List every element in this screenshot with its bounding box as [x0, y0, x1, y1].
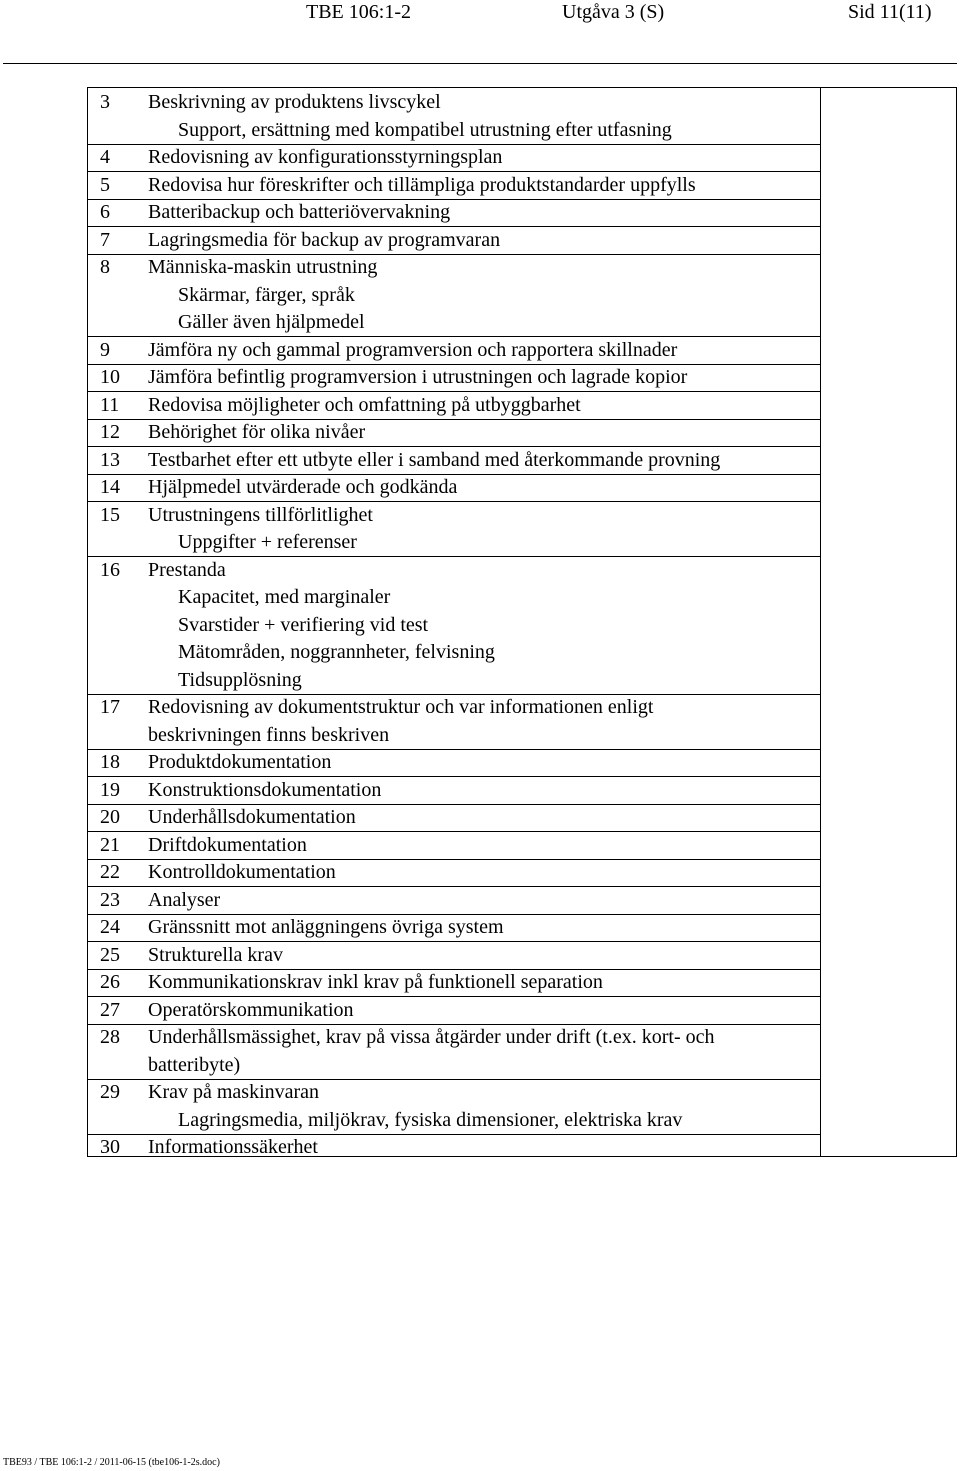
requirement-text: Konstruktionsdokumentation: [148, 778, 382, 801]
table-row: [88, 887, 820, 915]
table-row: [88, 1024, 820, 1079]
row-number: 14: [100, 476, 120, 498]
row-description: [148, 144, 820, 172]
table-row-divider: [88, 1024, 821, 1025]
table-row: [88, 254, 820, 337]
requirement-text: Redovisning av konfigurationsstyrningsplan: [148, 146, 503, 168]
row-number: 27: [100, 998, 120, 1021]
requirement-text: Batteribackup och batteriövervakning: [148, 201, 451, 223]
table-row: [88, 337, 820, 365]
row-number: 19: [100, 778, 120, 801]
table-row: [88, 392, 820, 420]
requirement-subtext: Tidsupplösning: [178, 668, 302, 691]
row-number: 3: [100, 91, 110, 113]
row-number: 4: [100, 146, 110, 168]
requirement-text: Lagringsmedia för backup av programvaran: [148, 228, 501, 251]
requirement-text: Människa-maskin utrustning: [148, 256, 378, 278]
table-row-divider: [88, 446, 821, 447]
row-number: 30: [100, 1136, 120, 1158]
row-description: [148, 832, 820, 860]
table-row: [88, 199, 820, 227]
requirement-text: Gränssnitt mot anläggningens övriga system: [148, 916, 504, 938]
row-number: 16: [100, 558, 120, 581]
table-row: [88, 969, 820, 997]
table-row-divider: [88, 749, 821, 750]
table-row-divider: [88, 199, 821, 200]
requirement-subtext: Gäller även hjälpmedel: [178, 311, 365, 333]
table-row-divider: [88, 254, 821, 255]
row-number: 18: [100, 751, 120, 773]
row-description: [148, 227, 820, 255]
requirement-text: Underhållsdokumentation: [148, 806, 356, 828]
requirement-text: Testbarhet efter ett utbyte eller i samband med återkommande provning: [148, 448, 721, 471]
row-description: [148, 254, 820, 337]
table-row: [88, 144, 820, 172]
table-row-divider: [88, 996, 821, 997]
row-number: 13: [100, 448, 120, 471]
row-number: 20: [100, 806, 120, 828]
row-number: 21: [100, 833, 120, 856]
requirement-text: Jämföra ny och gammal programversion och rapportera skillnader: [148, 338, 678, 361]
table-row-divider: [88, 886, 821, 887]
row-description: [148, 1134, 820, 1162]
row-description: [148, 172, 820, 200]
table-row-divider: [88, 556, 821, 557]
table-row-divider: [88, 694, 821, 695]
table-row-divider: [88, 226, 821, 227]
table-row: [88, 694, 820, 749]
table-row-divider: [88, 144, 821, 145]
table-row: [88, 1079, 820, 1134]
table-row: [88, 172, 820, 200]
table-row: [88, 227, 820, 255]
table-row: [88, 419, 820, 447]
requirement-text: Operatörskommunikation: [148, 998, 354, 1021]
table-row-divider: [88, 474, 821, 475]
row-number: 23: [100, 888, 120, 911]
row-description: [148, 474, 820, 502]
table-row: [88, 804, 820, 832]
row-description: [148, 749, 820, 777]
row-number: 9: [100, 338, 110, 361]
row-description: [148, 502, 820, 557]
row-description: [148, 557, 820, 695]
row-description: [148, 942, 820, 970]
requirement-subtext: Support, ersättning med kompatibel utrustning efter utfasning: [178, 118, 672, 141]
requirement-subtext: Skärmar, färger, språk: [178, 283, 355, 306]
requirement-text: Beskrivning av produktens livscykel: [148, 91, 441, 113]
table-row-divider: [88, 336, 821, 337]
footer-document-reference: TBE93 / TBE 106:1-2 / 2011-06-15 (tbe106-1-2s.doc): [3, 1457, 220, 1468]
table-row: [88, 942, 820, 970]
page-header: [0, 0, 960, 30]
row-number: 15: [100, 503, 120, 526]
requirement-text: Utrustningens tillförlitlighet: [148, 503, 373, 526]
requirement-text: Analyser: [148, 888, 221, 911]
row-number: 24: [100, 916, 120, 938]
row-number: 26: [100, 971, 120, 993]
row-description: [148, 89, 820, 144]
requirement-subtext: Lagringsmedia, miljökrav, fysiska dimensioner, elektriska krav: [178, 1108, 683, 1131]
table-row-divider: [88, 419, 821, 420]
requirement-subtext: Uppgifter + referenser: [178, 531, 357, 553]
requirement-text: Driftdokumentation: [148, 833, 307, 856]
table-row: [88, 914, 820, 942]
requirement-text: Informationssäkerhet: [148, 1136, 318, 1158]
row-description: [148, 199, 820, 227]
row-number: 12: [100, 421, 120, 443]
requirement-subtext: Svarstider + verifiering vid test: [178, 613, 429, 636]
table-row-divider: [88, 171, 821, 172]
requirement-text: Strukturella krav: [148, 943, 283, 966]
row-description: [148, 694, 820, 749]
table-row-divider: [88, 941, 821, 942]
row-number: 5: [100, 173, 110, 196]
table-row-divider: [88, 1079, 821, 1080]
row-description: [148, 914, 820, 942]
table-row-divider: [88, 914, 821, 915]
table-row: [88, 474, 820, 502]
requirement-text: Hjälpmedel utvärderade och godkända: [148, 476, 458, 498]
row-description: [148, 804, 820, 832]
table-row: [88, 777, 820, 805]
requirement-text: Prestanda: [148, 558, 226, 581]
row-description: [148, 1079, 820, 1134]
row-description: [148, 392, 820, 420]
requirement-text: Redovisning av dokumentstruktur och var informationen enligt: [148, 696, 654, 718]
row-number: 7: [100, 228, 110, 251]
requirement-text: Redovisa hur föreskrifter och tillämpliga produktstandarder uppfylls: [148, 173, 696, 196]
table-row: [88, 859, 820, 887]
table-row-divider: [88, 859, 821, 860]
table-row: [88, 1134, 820, 1162]
requirement-text: Underhållsmässighet, krav på vissa åtgärder under drift (t.ex. kort- och: [148, 1026, 715, 1048]
row-description: [148, 447, 820, 475]
table-row: [88, 447, 820, 475]
row-number: 22: [100, 861, 120, 883]
row-description: [148, 1024, 820, 1079]
requirement-text: Produktdokumentation: [148, 751, 332, 773]
row-description: [148, 859, 820, 887]
requirement-text: Kommunikationskrav inkl krav på funktionell separation: [148, 971, 603, 993]
header-divider: [3, 63, 957, 64]
table-row: [88, 832, 820, 860]
row-number: 29: [100, 1081, 120, 1103]
row-number: 17: [100, 696, 120, 718]
table-row-divider: [88, 501, 821, 502]
row-description: [148, 419, 820, 447]
requirement-subtext: Mätområden, noggrannheter, felvisning: [178, 641, 495, 663]
requirement-text: Krav på maskinvaran: [148, 1081, 320, 1103]
requirements-table: [87, 87, 957, 1157]
requirement-subtext: Kapacitet, med marginaler: [178, 586, 391, 608]
table-row-divider: [88, 1134, 821, 1135]
edition-label: Utgåva 3 (S): [562, 1, 665, 23]
table-row-divider: [88, 364, 821, 365]
row-description: [148, 997, 820, 1025]
row-description: [148, 364, 820, 392]
requirement-text: Kontrolldokumentation: [148, 861, 336, 883]
table-row: [88, 502, 820, 557]
table-rows: [88, 89, 820, 1162]
row-number: 6: [100, 201, 110, 223]
table-row-divider: [88, 391, 821, 392]
row-number: 28: [100, 1026, 120, 1048]
requirement-text: Behörighet för olika nivåer: [148, 421, 366, 443]
row-description: [148, 777, 820, 805]
table-row: [88, 89, 820, 144]
table-row: [88, 997, 820, 1025]
row-number: 25: [100, 943, 120, 966]
table-row: [88, 557, 820, 695]
row-description: [148, 887, 820, 915]
table-row-divider: [88, 776, 821, 777]
requirement-text: Jämföra befintlig programversion i utrustningen och lagrade kopior: [148, 366, 688, 388]
row-number: 10: [100, 366, 120, 388]
table-row: [88, 749, 820, 777]
row-description: [148, 969, 820, 997]
page-number: Sid 11(11): [848, 1, 932, 23]
requirement-text: beskrivningen finns beskriven: [148, 723, 390, 746]
table-row: [88, 364, 820, 392]
requirement-text: batteribyte): [148, 1053, 241, 1076]
document-id: TBE 106:1-2: [306, 1, 411, 23]
row-description: [148, 337, 820, 365]
row-number: 8: [100, 256, 110, 278]
table-row-divider: [88, 969, 821, 970]
table-row-divider: [88, 804, 821, 805]
table-row-divider: [88, 831, 821, 832]
row-number: 11: [100, 393, 120, 416]
requirement-text: Redovisa möjligheter och omfattning på utbyggbarhet: [148, 393, 581, 416]
